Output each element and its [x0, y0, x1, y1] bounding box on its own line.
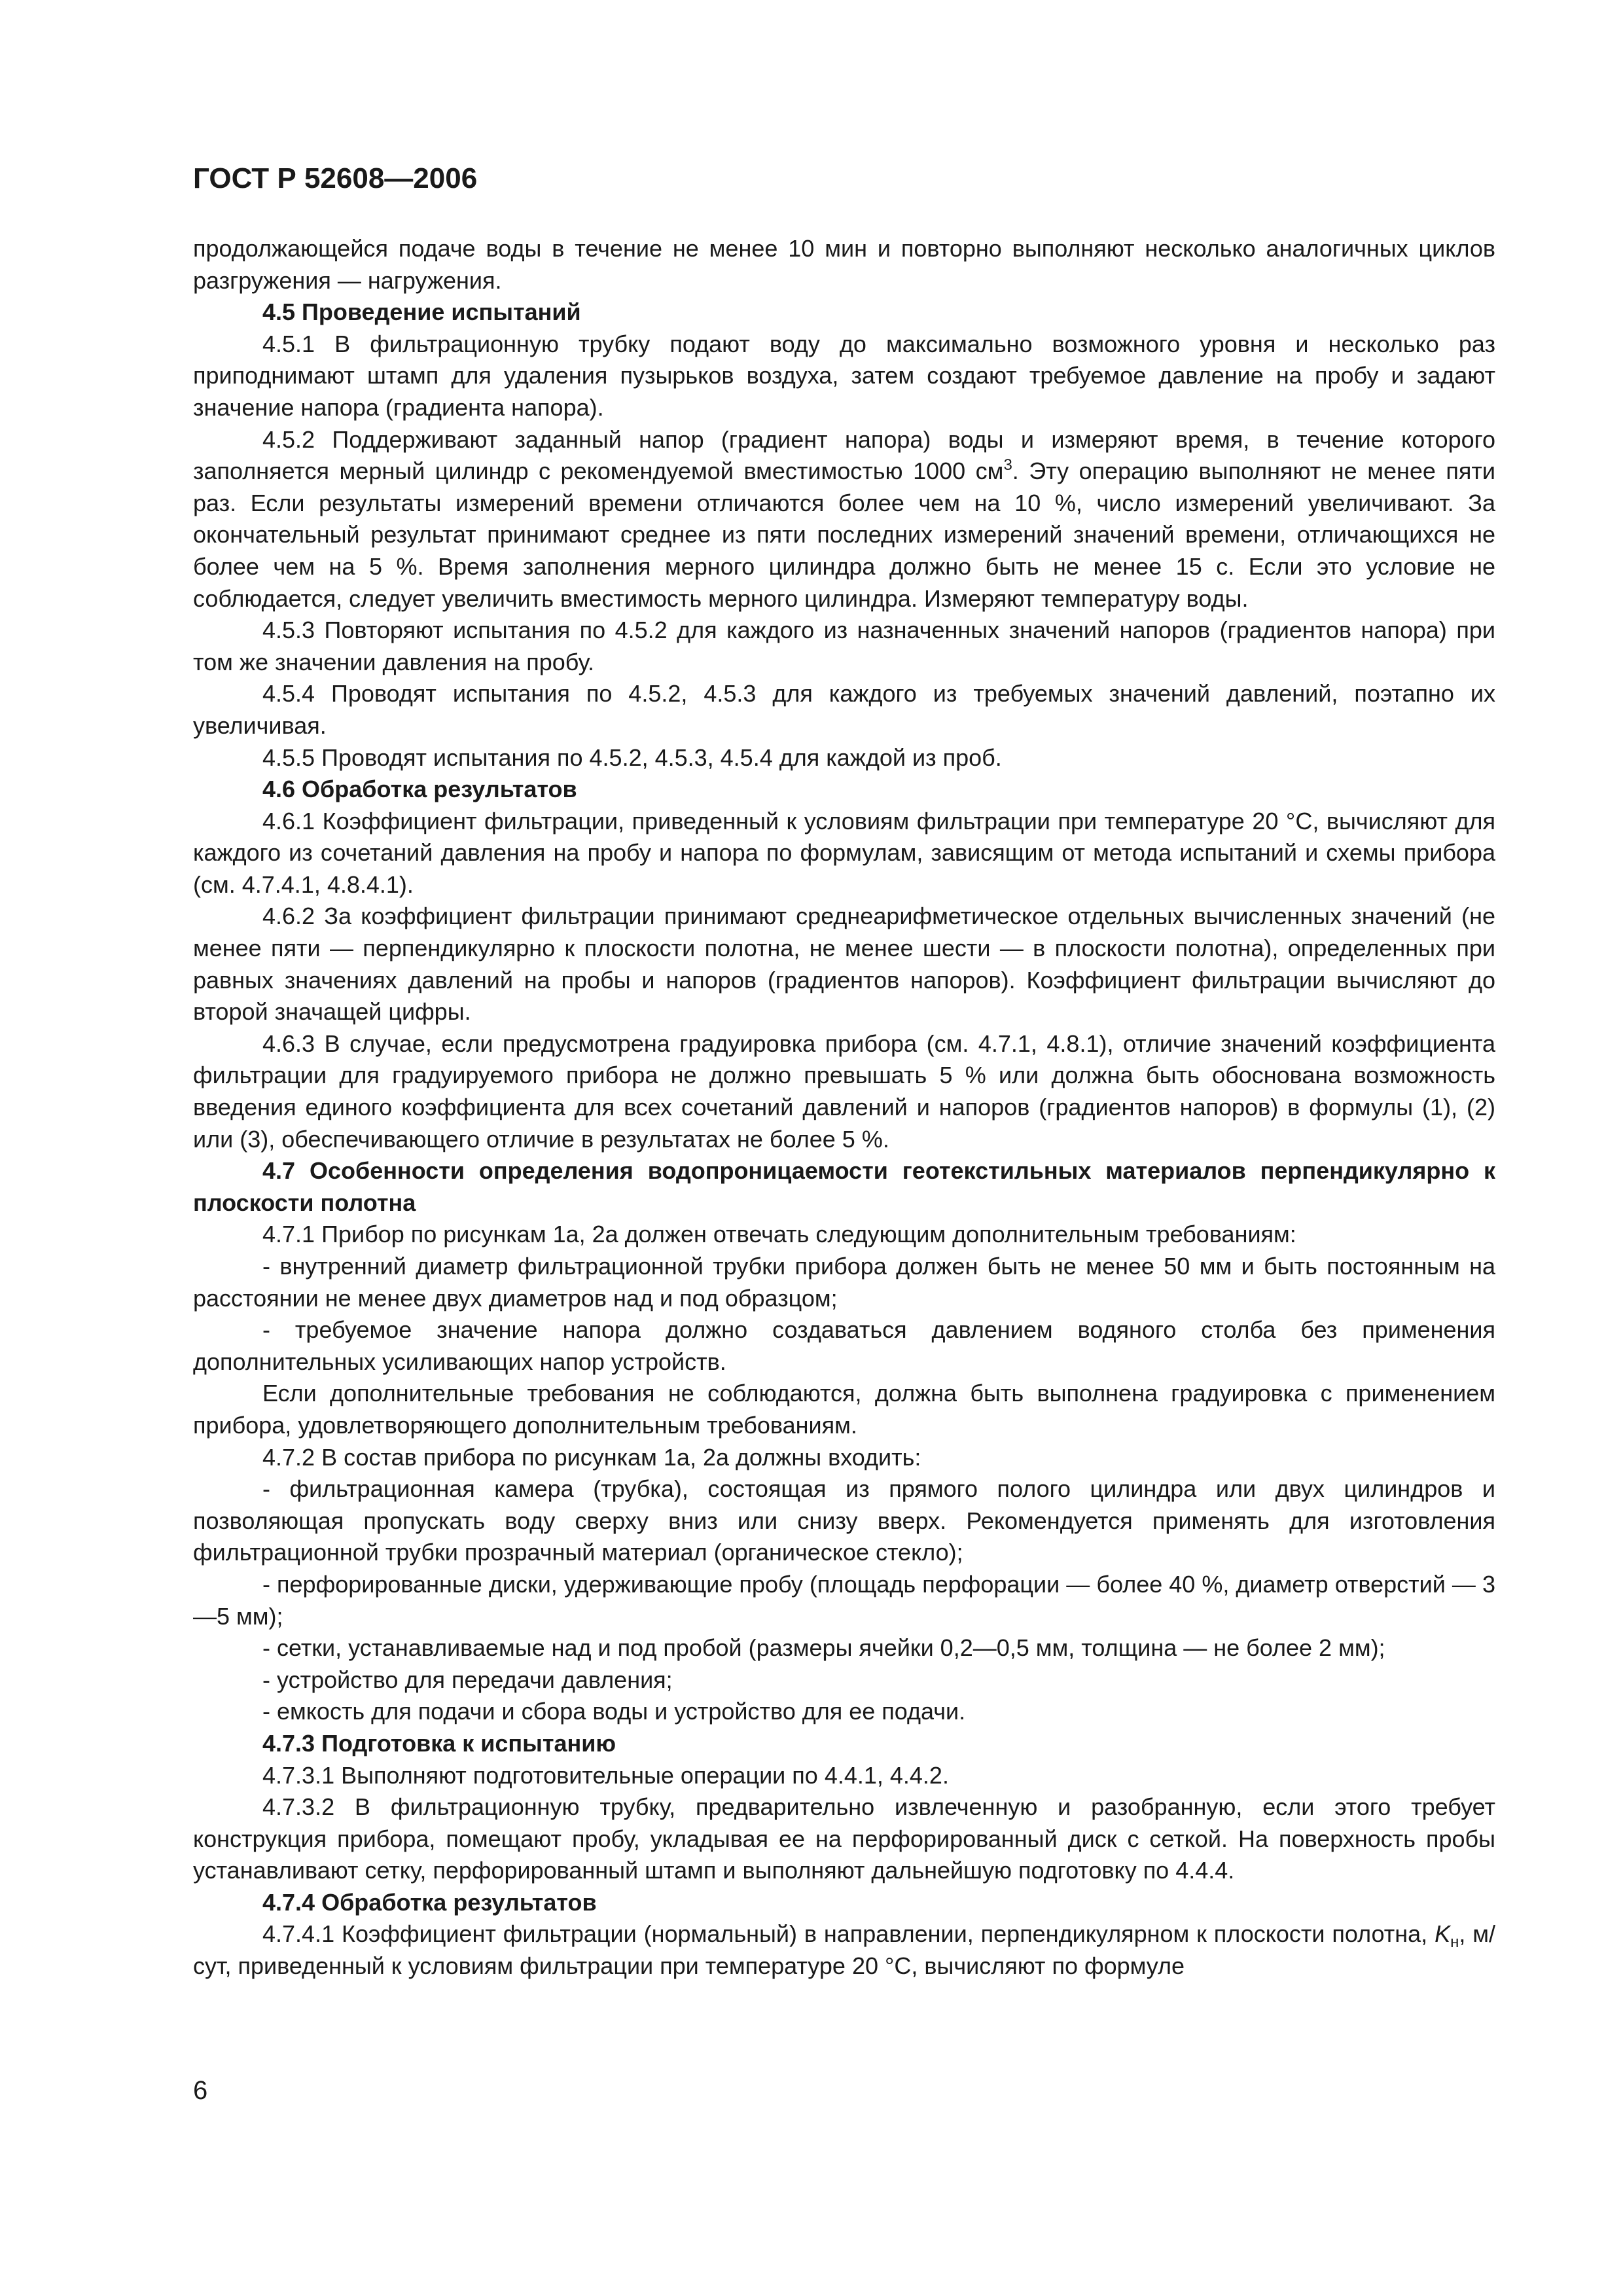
paragraph: - требуемое значение напора должно создаваться давлением водяного столба без применения дополнительных усиливающих напор устройств. [193, 1316, 1495, 1375]
paragraph: 4.6.1 Коэффициент фильтрации, приведенный к условиям фильтрации при температуре 20 °С, вычисляют для каждого из сочетаний давления на пробу и напора по формулам, зависящим от метода испытаний и схемы прибора (см. 4.7.4.1, 4.8.4.1). [193, 807, 1495, 898]
paragraph: Если дополнительные требования не соблюдаются, должна быть выполнена градуировка с применением прибора, удовлетворяющего дополнительным требованиям. [193, 1380, 1495, 1439]
symbol: K [1435, 1920, 1451, 1948]
paragraph: 4.5.2 Поддерживают заданный напор (градиент напора) воды и измеряют время, в течение которого заполняется мерный цилиндр с рекомендуемой вместимостью 1000 $см^3$. Эту операцию выполняют не менее пяти раз. Если результаты измерений времени отличаются более чем на 10 %, число измерений увеличивают. За окончательный результат принимают среднее из пяти последних измерений значений времени, отличающихся не более чем на 5 %. Время заполнения мерного цилиндра должно быть не менее 15 с. Если это условие не соблюдается, следует увеличить вместимость мерного цилиндра. Измеряют температуру воды. [193, 425, 1496, 612]
section-heading: 4.7.3 Подготовка к испытанию [262, 1729, 616, 1757]
standard-header: ГОСТ Р 52608—2006 [193, 162, 478, 194]
paragraph: 4.5.5 Проводят испытания по 4.5.2, 4.5.3, 4.5.4 для каждой из проб. [262, 744, 1002, 771]
section-heading: 4.7.4 Обработка результатов [262, 1888, 597, 1916]
paragraph: 4.7.3.1 Выполняют подготовительные операции по 4.4.1, 4.4.2. [262, 1761, 949, 1789]
paragraph: 4.7.3.2 В фильтрационную трубку, предварительно извлеченную и разобранную, если этого требует конструкция прибора, помещают пробу, укладывая ее на перфорированный диск с сеткой. На поверхность пробы устанавливают сетку, перфорированный штамп и выполняют дальнейшую подготовку по 4.4.4. [193, 1793, 1495, 1884]
paragraph: 4.7.2 В состав прибора по рисункам 1а, 2а должны входить: [262, 1443, 921, 1471]
paragraph: 4.6.3 В случае, если предусмотрена градуировка прибора (см. 4.7.1, 4.8.1), отличие значений коэффициента фильтрации для градуируемого прибора не должно превышать 5 % или должна быть обоснована возможность введения единого коэффициента для всех сочетаний давлений и напоров (градиентов напоров) в формулы (1), (2) или (3), обеспечивающего отличие в результатах не более 5 %. [193, 1030, 1495, 1153]
paragraph: - внутренний диаметр фильтрационной трубки прибора должен быть не менее 50 мм и быть постоянным на расстоянии не менее двух диаметров над и под образцом; [193, 1253, 1495, 1312]
paragraph: - фильтрационная камера (трубка), состоящая из прямого полого цилиндра или двух цилиндров и позволяющая пропускать воду сверху вниз или снизу вверх. Рекомендуется применять для изготовления фильтрационной трубки прозрачный материал (органическое стекло); [193, 1475, 1495, 1566]
paragraph: 4.7.4.1 Коэффициент фильтрации (нормальный) в направлении, перпендикулярном к плоскости полотна, $K_н$, м/сут, приведенный к условиям фильтрации при температуре 20 °С, вычисляют по формуле [193, 1920, 1495, 1980]
paragraph: 4.5.3 Повторяют испытания по 4.5.2 для каждого из назначенных значений напоров (градиентов напора) при том же значении давления на пробу. [193, 617, 1495, 675]
superscript: 3 [1003, 456, 1012, 475]
page-number: 6 [193, 2076, 208, 2105]
paragraph: продолжающейся подаче воды в течение не менее 10 мин и повторно выполняют несколько аналогичных циклов разгружения — нагружения. [193, 235, 1495, 294]
paragraph: - сетки, устанавливаемые над и под пробой (размеры ячейки 0,2—0,5 мм, толщина — не более 2 мм); [262, 1634, 1385, 1662]
paragraph: 4.6.2 За коэффициент фильтрации принимают среднеарифметическое отдельных вычисленных значений (не менее пяти — перпендикулярно к плоскости полотна, не менее шести — в плоскости полотна), определенных при равных значениях давлений на пробы и напоров (градиентов напоров). Коэффициент фильтрации вычисляют до второй значащей цифры. [193, 903, 1495, 1026]
section-heading: 4.5 Проведение испытаний [262, 298, 581, 326]
paragraph: 4.7.1 Прибор по рисункам 1а, 2а должен отвечать следующим дополнительным требованиям: [262, 1221, 1296, 1248]
subscript: н [1450, 1933, 1459, 1952]
paragraph: - емкость для подачи и сбора воды и устройство для ее подачи. [262, 1698, 966, 1725]
section-heading: 4.6 Обработка результатов [262, 776, 577, 803]
paragraph: - перфорированные диски, удерживающие пробу (площадь перфорации — более 40 %, диаметр отверстий — 3—5 мм); [193, 1570, 1495, 1630]
paragraph: 4.5.4 Проводят испытания по 4.5.2, 4.5.3 для каждого из требуемых значений давлений, поэтапно их увеличивая. [193, 680, 1495, 739]
paragraph: - устройство для передачи давления; [262, 1666, 673, 1693]
document-body [193, 233, 1495, 1982]
section-heading: 4.7 Особенности определения водопроницаемости геотекстильных материалов перпендикулярно к плоскости полотна [193, 1157, 1495, 1216]
paragraph: 4.5.1 В фильтрационную трубку подают воду до максимально возможного уровня и несколько раз приподнимают штамп для удаления пузырьков воздуха, затем создают требуемое давление на пробу и задают значение напора (градиента напора). [193, 330, 1495, 421]
